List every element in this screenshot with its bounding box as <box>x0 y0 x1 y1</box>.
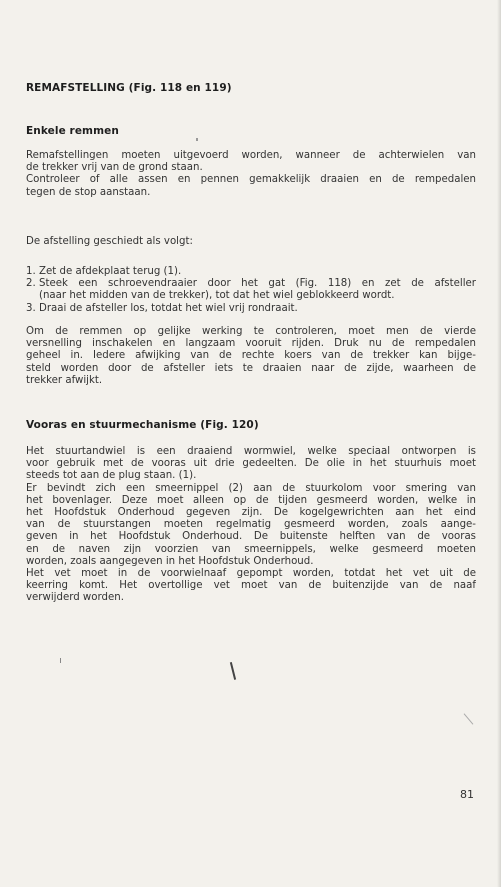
step-number: 2. <box>26 278 36 290</box>
scan-mark <box>60 658 61 663</box>
scan-mark <box>464 713 474 724</box>
page-edge-shadow <box>497 0 501 887</box>
text-line: de trekker vrij van de grond staan. <box>26 162 203 174</box>
intro-paragraph <box>26 150 476 199</box>
step-number: 3. <box>26 302 36 314</box>
text-line: steeds tot aan de plug staan. (1). <box>26 470 197 482</box>
axle-paragraph <box>26 446 476 605</box>
text-line: trekker afwijkt. <box>26 374 103 386</box>
text-line: versnelling inschakelen en langzaam vooruit rijden. Druk nu de rempedalen <box>26 338 476 350</box>
step-text: (naar het midden van de trekker), tot dat het wiel geblokkeerd wordt. <box>39 290 395 302</box>
text-line: worden, zoals aangegeven in het Hoofdstuk Onderhoud. <box>26 555 314 567</box>
step-item <box>26 303 476 315</box>
subsection-heading-axle: Vooras en stuurmechanisme (Fig. 120) <box>26 419 259 431</box>
text-line: Remafstellingen moeten uitgevoerd worden, wanneer de achterwielen van <box>26 150 476 161</box>
text-line: steld worden door de afsteller iets te draaien naar de zijde, waarheen de <box>26 362 476 374</box>
text-line: voor gebruik met de vooras uit drie gedeelten. De olie in het stuurhuis moet <box>26 458 476 470</box>
subsection-heading-brakes: Enkele remmen <box>26 125 119 137</box>
text-line: geven in het Hoofdstuk Onderhoud. De buitenste helften van de vooras <box>26 531 476 543</box>
text-line: Het stuurtandwiel is een draaiend wormwiel, welke speciaal ontworpen is <box>26 446 476 457</box>
text-line: geheel in. Iedere afwijking van de rechte koers van de trekker kan bijge- <box>26 350 476 362</box>
scan-mark <box>196 138 198 141</box>
section-title: REMAFSTELLING (Fig. 118 en 119) <box>26 82 232 94</box>
text-line: en de naven zijn voorzien van smeernippels, welke gesmeerd moeten <box>26 543 476 555</box>
scan-mark <box>230 662 236 680</box>
page-number: 81 <box>460 788 474 801</box>
text-line: Er bevindt zich een smeernippel (2) aan de stuurkolom voor smering van <box>26 482 476 494</box>
text-line: tegen de stop aanstaan. <box>26 186 151 198</box>
check-paragraph <box>26 326 476 387</box>
text-line: het Hoofdstuk Onderhoud gegeven zijn. De kogelgewrichten aan het eind <box>26 507 476 519</box>
text-line: Het vet moet in de voorwielnaaf gepompt worden, totdat het vet uit de <box>26 568 476 580</box>
step-number: 1. <box>26 266 36 277</box>
procedure-steps <box>26 266 476 315</box>
step-text: Zet de afdekplaat terug (1). <box>39 266 182 277</box>
step-text: Draai de afsteller los, totdat het wiel vrij rondraait. <box>39 302 298 314</box>
text-line: Om de remmen op gelijke werking te controleren, moet men de vierde <box>26 326 476 337</box>
text-line: keerring komt. Het overtollige vet moet van de buitenzijde van de naaf <box>26 580 476 592</box>
text-line: Controleer of alle assen en pennen gemakkelijk draaien en de rempedalen <box>26 174 476 186</box>
text-line: verwijderd worden. <box>26 592 124 604</box>
text-line: van de stuurstangen moeten regelmatig gesmeerd worden, zoals aange- <box>26 519 476 531</box>
text-line: De afstelling geschiedt als volgt: <box>26 236 193 247</box>
step-text: Steek een schroevendraaier door het gat (Fig. 118) en zet de afsteller <box>39 278 476 290</box>
step-item <box>26 278 476 302</box>
text-line: het bovenlager. Deze moet alleen op de tijden gesmeerd worden, welke in <box>26 494 476 506</box>
procedure-intro <box>26 236 476 248</box>
step-item <box>26 266 476 278</box>
